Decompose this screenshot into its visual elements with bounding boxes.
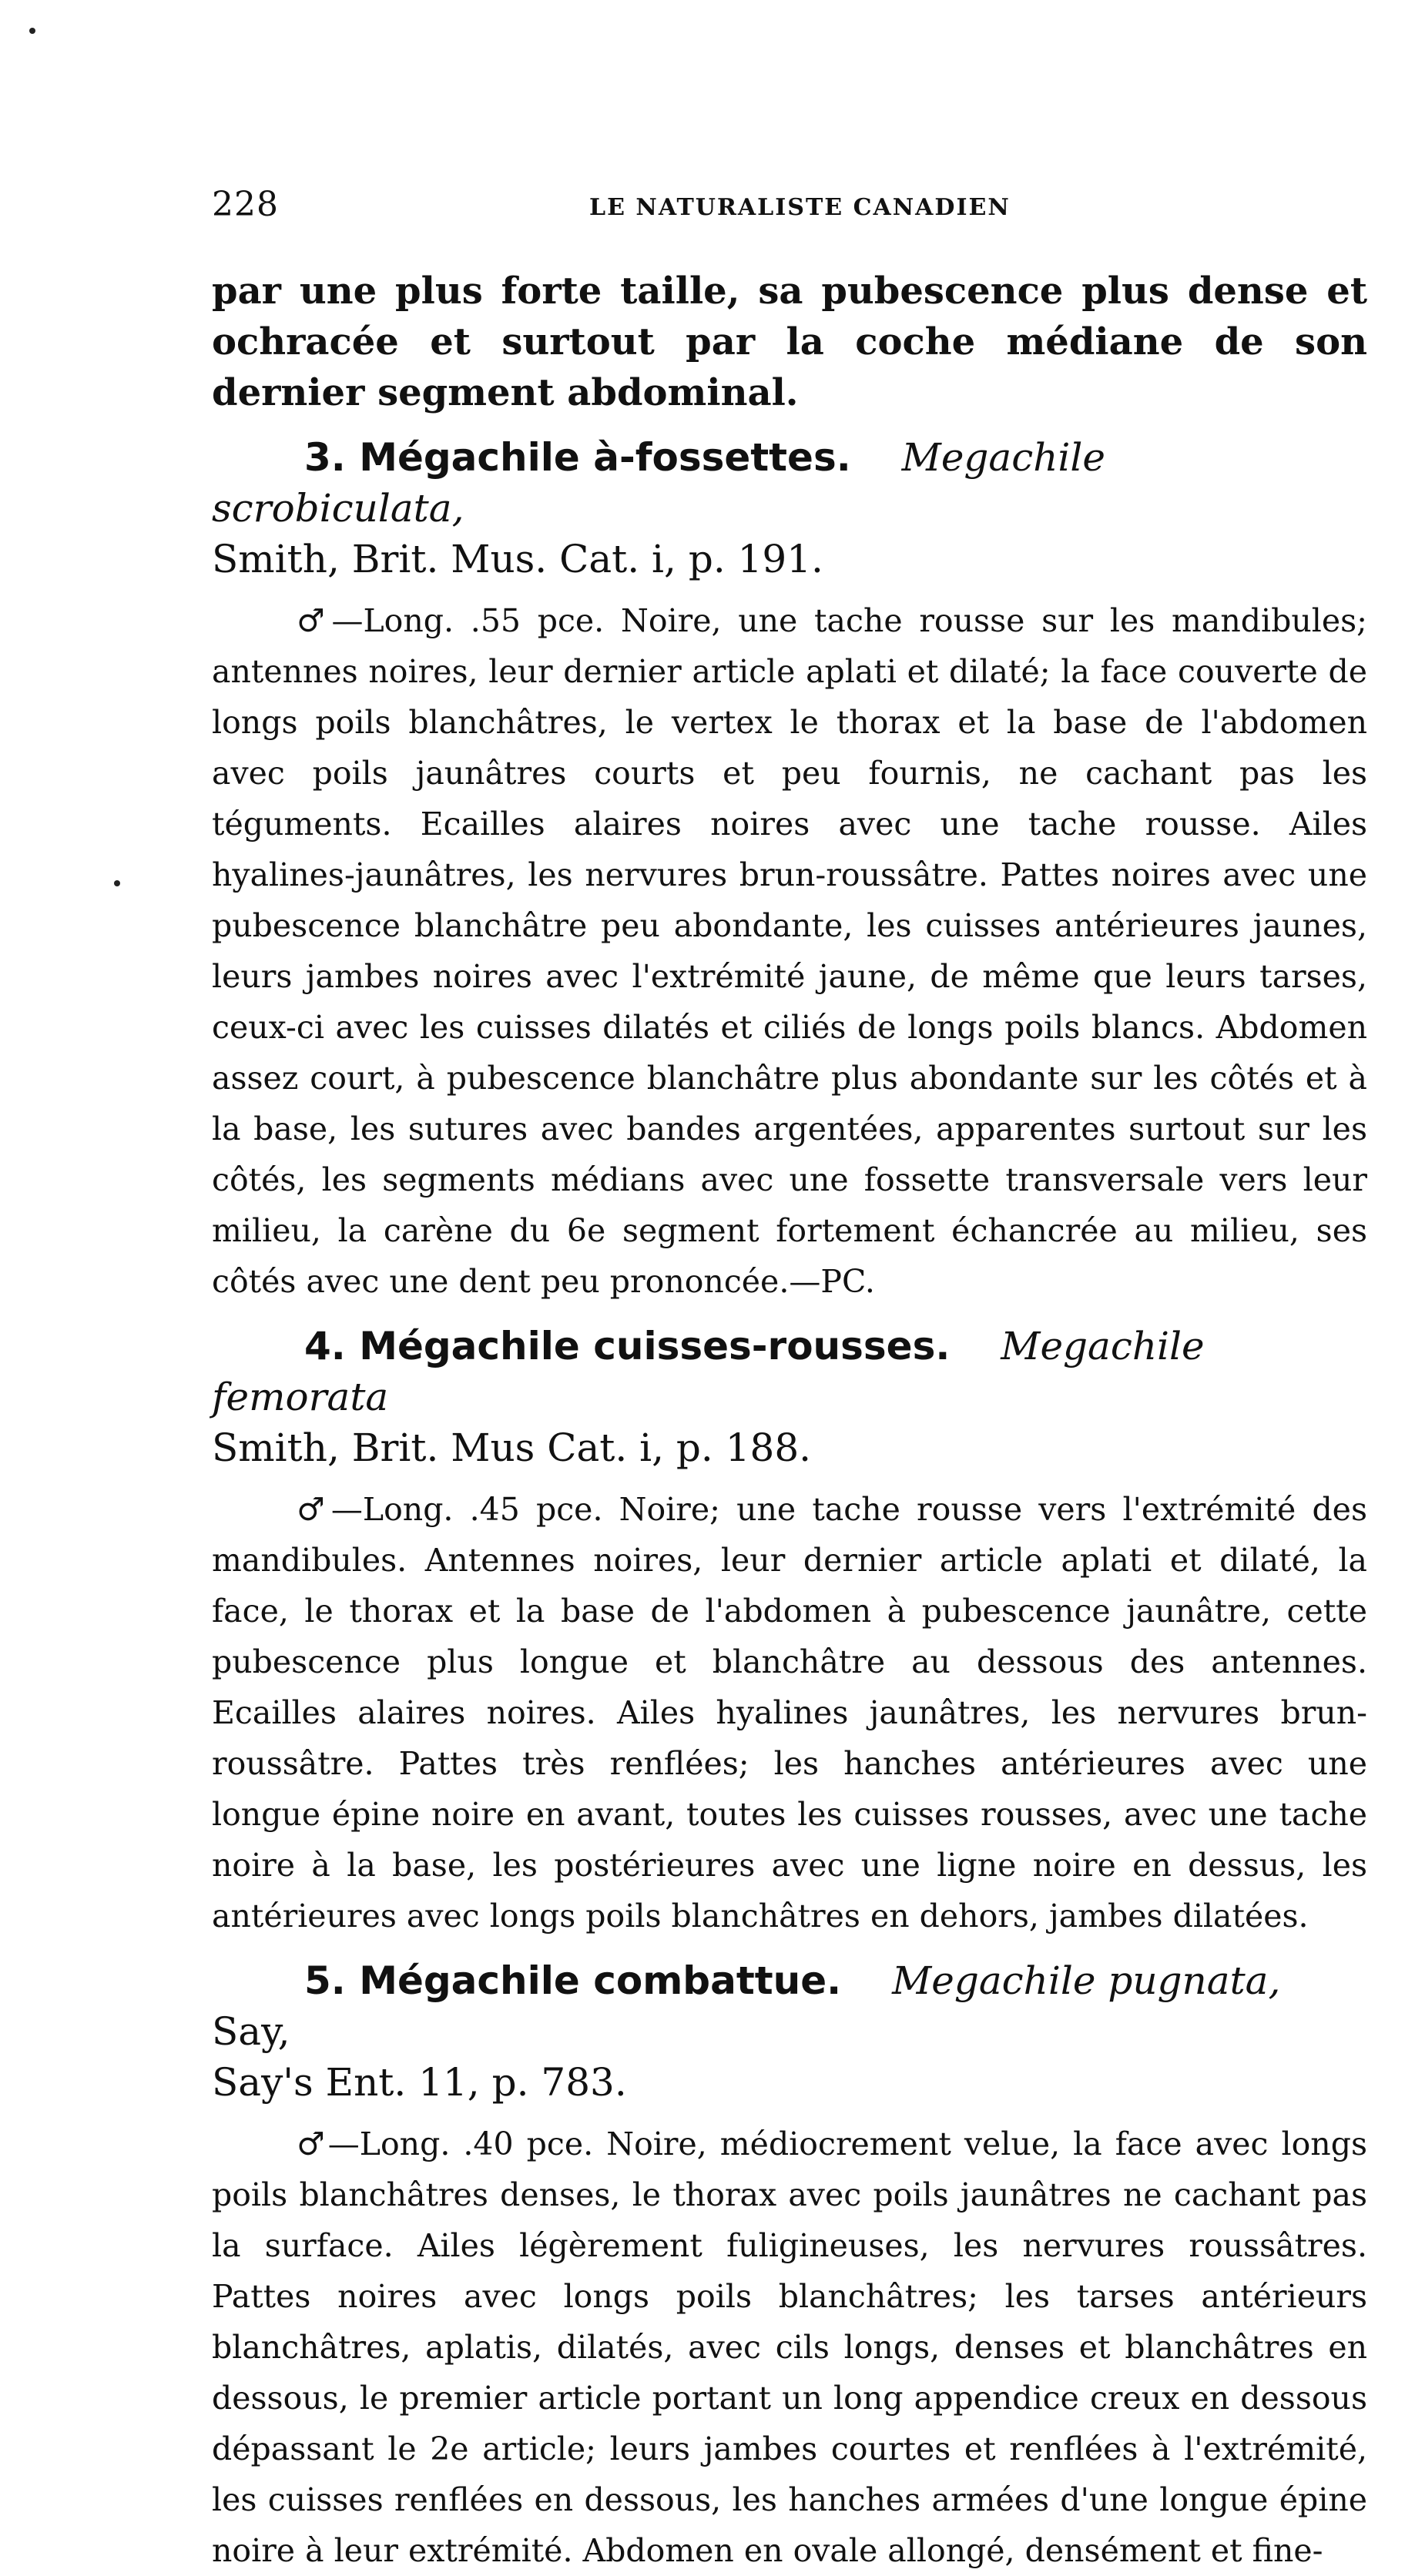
- speck-mark: [29, 28, 35, 34]
- species-name: 5. Mégachile combattue.: [304, 1958, 842, 2003]
- species-reference: Smith, Brit. Mus Cat. i, p. 188.: [212, 1425, 812, 1470]
- species-description: ♂—Long. .55 pce. Noire, une tache rousse sur les mandibules; antennes noires, leur dernier article aplati et dilaté; la face couverte de longs poils blanchâtres, le vertex le thorax et la base de l'abdomen avec poils jaunâtres courts et peu fournis, ne cachant pas les téguments. Ecailles alaires noires avec une tache rousse. Ailes hyalines-jaunâtres, les nervures brun-roussâtre. Pattes noires avec une pubescence blanchâtre peu abondante, les cuisses antérieures jaunes, leurs jambes noires avec l'extrémité jaune, de même que leurs tarses, ceux-ci avec les cuisses dilatés et ciliés de longs poils blancs. Abdomen assez court, à pubescence blanchâtre plus abondante sur les côtés et à la base, les sutures avec bandes argentées, apparentes surtout sur les côtés, les segments médians avec une fossette transversale vers leur milieu, la carène du 6e segment fortement échancrée au milieu, ses côtés avec une dent peu prononcée.—PC.: [212, 602, 1367, 1300]
- species-heading: [212, 432, 1367, 585]
- species-description: ♂—Long. .40 pce. Noire, médiocrement velue, la face avec longs poils blanchâtres denses, le thorax avec poils jaunâtres ne cachant pas la surface. Ailes légèrement fuligineuses, les nervures roussâtres. Pattes noires avec longs poils blanchâtres; les tarses antérieurs blanchâtres, aplatis, dilatés, avec cils longs, denses et blanchâtres en dessous, le premier article portant un long appendice creux en dessous dépassant le 2e article; leurs jambes courtes et renflées à l'extrémité, les cuisses renflées en dessous, les hanches armées d'une longue épine noire à leur extrémité. Abdomen en ovale allongé, densément et fine-: [212, 2125, 1367, 2569]
- species-author: Say,: [212, 2009, 290, 2054]
- species-section: [212, 432, 1367, 1307]
- species-latin-name: Megachile scrobiculata,: [212, 435, 1106, 531]
- species-heading: [212, 1321, 1367, 1473]
- body-text: [212, 266, 1367, 2576]
- species-reference: Smith, Brit. Mus. Cat. i, p. 191.: [212, 537, 823, 581]
- running-title: LE NATURALISTE CANADIEN: [589, 194, 1011, 221]
- species-name: 4. Mégachile cuisses-rousses.: [304, 1324, 951, 1368]
- species-name: 3. Mégachile à-fossettes.: [304, 435, 851, 480]
- page-header: [212, 185, 1383, 239]
- species-reference: Say's Ent. 11, p. 783.: [212, 2060, 627, 2105]
- lead-paragraph: par une plus forte taille, sa pubescence plus dense et ochracée et surtout par la coche médiane de son dernier segment abdominal.: [212, 270, 1367, 414]
- page-number: 228: [212, 185, 279, 224]
- species-latin-name: Megachile femorata: [212, 1324, 1205, 1419]
- species-latin-name: Megachile pugnata,: [892, 1958, 1281, 2003]
- species-heading: [212, 1955, 1367, 2108]
- species-description: ♂—Long. .45 pce. Noire; une tache rousse vers l'extrémité des mandibules. Antennes noires, leur dernier article aplati et dilaté, la face, le thorax et la base de l'abdomen à pubescence jaunâtre, cette pubescence plus longue et blanchâtre au dessous des antennes. Ecailles alaires noires. Ailes hyalines jaunâtres, les nervures brun-roussâtre. Pattes très renflées; les hanches antérieures avec une longue épine noire en avant, toutes les cuisses rousses, avec une tache noire à la base, les postérieures avec une ligne noire en dessus, les antérieures avec longs poils blanchâtres en dehors, jambes dilatées.: [212, 1491, 1367, 1935]
- species-section: [212, 1321, 1367, 1941]
- speck-mark: [114, 880, 120, 886]
- species-section: [212, 1955, 1367, 2576]
